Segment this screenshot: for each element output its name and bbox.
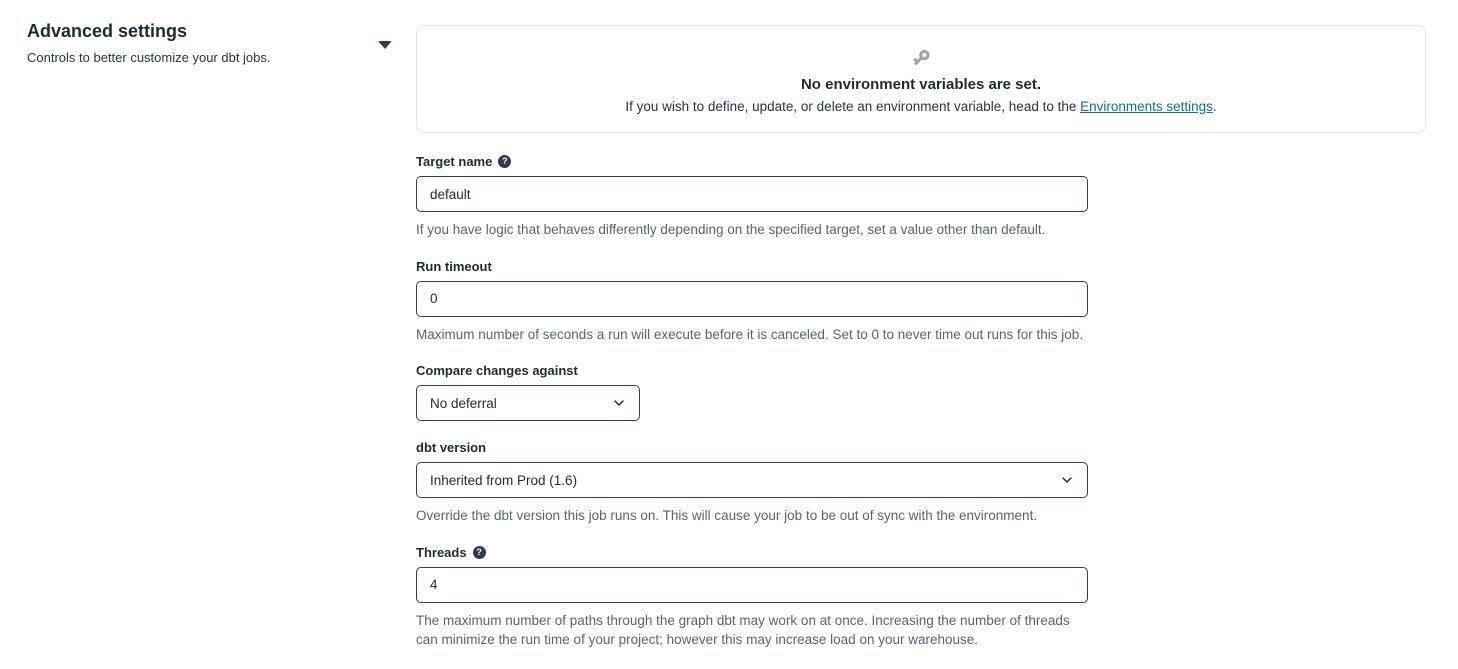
run-timeout-label-row xyxy=(416,259,1088,274)
compare-changes-selected-value: No deferral xyxy=(430,395,497,411)
dbt-version-selected-value: Inherited from Prod (1.6) xyxy=(430,472,578,488)
key-icon xyxy=(909,45,933,69)
threads-helper-text: The maximum number of paths through the graph dbt may work on at once. Increasing the number of threads can minimize the run time of your project; however this may increase load on your warehouse. xyxy=(416,612,1070,648)
target-name-label-row xyxy=(416,154,1088,169)
field-compare-changes xyxy=(416,363,1088,421)
environments-settings-link[interactable]: Environments settings xyxy=(1080,98,1213,114)
dbt-version-select[interactable] xyxy=(416,462,1088,498)
env-banner-message xyxy=(625,99,1216,114)
target-name-input[interactable] xyxy=(416,176,1088,212)
threads-input[interactable] xyxy=(416,567,1088,603)
chevron-down-icon xyxy=(1060,473,1074,487)
field-threads xyxy=(416,545,1088,650)
env-banner-message-suffix: . xyxy=(1212,98,1217,114)
run-timeout-helper-text: Maximum number of seconds a run will execute before it is canceled. Set to 0 to never time out runs for this job. xyxy=(416,326,1084,342)
env-banner-message-prefix: If you wish to define, update, or delete an environment variable, head to the xyxy=(625,98,1081,114)
section-header xyxy=(0,0,416,66)
help-icon[interactable]: ? xyxy=(473,546,486,559)
chevron-down-icon xyxy=(612,396,626,410)
dbt-version-label-row xyxy=(416,440,1088,455)
field-dbt-version xyxy=(416,440,1088,526)
compare-changes-select[interactable] xyxy=(416,385,640,421)
settings-form-panel xyxy=(416,0,1426,669)
page-subtitle: Controls to better customize your dbt jobs. xyxy=(27,49,271,65)
collapse-caret-icon[interactable] xyxy=(378,41,392,49)
env-variables-empty-banner xyxy=(416,25,1426,133)
settings-form xyxy=(416,154,1088,650)
page-title: Advanced settings xyxy=(27,21,188,41)
field-run-timeout xyxy=(416,259,1088,345)
field-target-name xyxy=(416,154,1088,240)
run-timeout-label: Run timeout xyxy=(416,258,492,274)
help-icon[interactable]: ? xyxy=(498,155,511,168)
section-header-text xyxy=(27,20,271,66)
compare-changes-label: Compare changes against xyxy=(416,363,578,379)
env-banner-title: No environment variables are set. xyxy=(800,75,1042,93)
target-name-helper-text: If you have logic that behaves differently depending on the specified target, set a value other than default. xyxy=(416,222,1046,237)
dbt-version-helper-text: Override the dbt version this job runs on. This will cause your job to be out of sync with the environment. xyxy=(416,508,1038,524)
dbt-version-label: dbt version xyxy=(416,440,487,456)
compare-changes-label-row xyxy=(416,363,1088,378)
run-timeout-input[interactable] xyxy=(416,281,1088,317)
threads-label-row xyxy=(416,545,1088,560)
target-name-label: Target name xyxy=(416,154,493,169)
threads-label: Threads xyxy=(416,544,467,560)
